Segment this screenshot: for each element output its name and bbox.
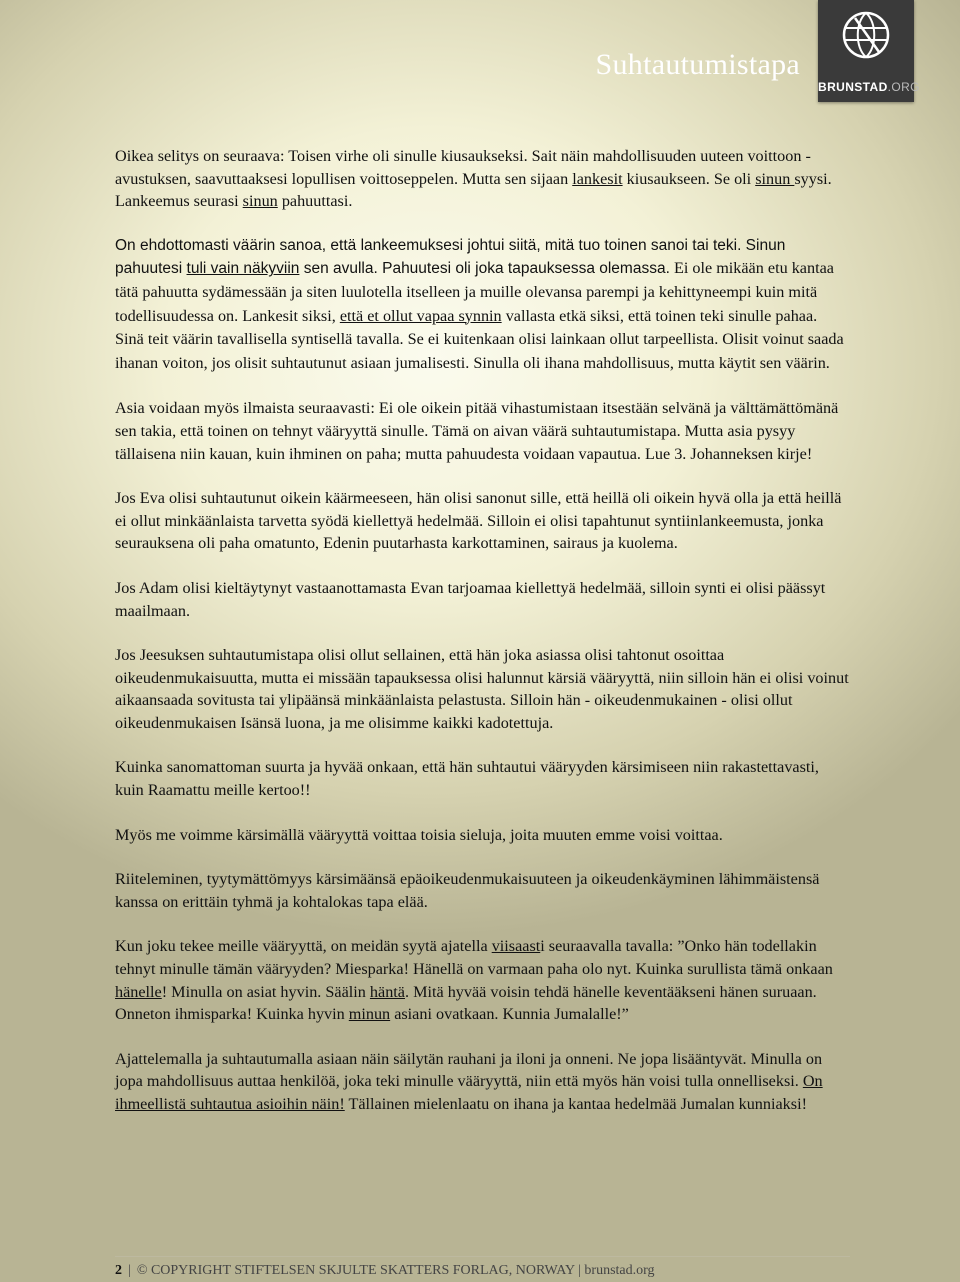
page-header bbox=[0, 0, 960, 110]
paragraph-11: Ajattelemalla ja suhtautumalla asiaan näin säilytän rauhani ja iloni ja onneni. Ne jopa lisääntyvät. Minulla on jopa mahdollisuus auttaa henkilöä, joka teki minulle vääryyttä, niin että myös hän voisi tulla onnelliseksi. On ihmeellistä suhtautua asioihin näin! Tällainen mielenlaatu on ihana ja kantaa hedelmää Jumalan kunniaksi! bbox=[115, 1049, 823, 1113]
underlined-text: että et ollut vapaa synnin bbox=[339, 306, 502, 325]
paragraph-4: Jos Eva olisi suhtautunut oikein käärmeeseen, hän olisi sanonut sille, että heillä oli oikein hyvä olla ja että heillä ei ollut minkäänlaista tarvetta syödä kiellettyä hedelmää. Silloin ei olisi tapahtunut syntiinlankeemusta, jonka seurauksena oli paha omatunto, Edenin puutarhasta karkottaminen, sairaus ja kuolema. bbox=[115, 489, 842, 553]
paragraph-10: Kun joku tekee meille vääryyttä, on meidän syytä ajatella viisaasti seuraavalla tavalla: ”Onko hän todellakin tehnyt minulle tämän vääryyden? Miesparka! Hänellä on varmaan paha olo nyt. Kuinka surullista tämä onkaan hänelle! Minulla on asiat hyvin. Säälin häntä. Mitä hyvää voisin tehdä hänelle keventääkseni hänen suruaan. Onneton ihmisparka! Kuinka hyvin minun asiani ovatkaan. Kunnia Jumalalle!” bbox=[115, 937, 833, 1024]
underlined-text: minun bbox=[348, 1005, 391, 1024]
underlined-text: tuli vain näkyviin bbox=[186, 260, 300, 278]
page-title: Suhtautumistapa bbox=[595, 48, 800, 81]
underlined-text: häntä bbox=[369, 982, 405, 1001]
paragraph-7: Kuinka sanomattoman suurta ja hyvää onkaan, että hän suhtautui vääryyden kärsimiseen niin rakastettavasti, kuin Raamattu meille kertoo!! bbox=[115, 758, 819, 800]
paragraph-5: Jos Adam olisi kieltäytynyt vastaanottamasta Evan tarjoamaa kiellettyä hedelmää, silloin synti ei olisi päässyt maailmaan. bbox=[115, 578, 826, 620]
underlined-text: viisaast bbox=[491, 937, 541, 956]
paragraph-9: Riiteleminen, tyytymättömyys kärsimäänsä epäoikeudenmukaisuuteen ja oikeudenkäyminen lähimmäistensä kanssa on erittäin tyhmä ja kohtalokas tapa elää. bbox=[115, 870, 820, 911]
paragraph-2: On ehdottomasti väärin sanoa, että lankeemuksesi johtui siitä, mitä tuo toinen sanoi tai teki. Sinun pahuutesi tuli vain näkyviin sen avulla. Pahuutesi oli joka tapauksessa olemassa. Ei ole mikään etu kantaa tätä pahuutta sydämessään ja siten luulotella itselleen ja muille olevansa parempi ja kehittyneempi kuin mitä todellisuudessa on. Lankesit siksi, että et ollut vapaa synnin vallasta etkä siksi, että toinen teki sinulle pahaa. Sinä teit väärin tavallisella syntisellä tavalla. Se ei kuitenkaan olisi lainkaan ollut tarpeellista. Olisit voinut saada ihanan voiton, jos olisit suhtautunut asiaan jumalisesti. Sinulla oli ihana mahdollisuus, mutta käytit sen väärin. bbox=[115, 236, 844, 372]
paragraph-6: Jos Jeesuksen suhtautumistapa olisi ollut sellainen, että hän joka asiassa olisi tahtonut osoittaa oikeudenmukaisuutta, mutta ei missään tapauksessa olisi halunnut kärsiä vääryyttä, niin silloin hän ei olisi voinut aikaansaada sovitusta tai ylipäänsä minkäänlaista pelastusta. Silloin hän - oikeudenmukainen - olisi ollut oikeudenmukaisen Isänsä luona, ja me olisimme kaikki kadotettuja. bbox=[115, 646, 849, 732]
underlined-text: sinun bbox=[242, 192, 278, 211]
underlined-text: On ihmeellistä suhtautua asioihin näin! bbox=[115, 1072, 823, 1113]
document-body bbox=[115, 145, 850, 1138]
footer-text bbox=[115, 1263, 655, 1279]
brunstad-logo[interactable] bbox=[818, 0, 920, 102]
underlined-text: sinun bbox=[755, 169, 795, 188]
paragraph-8: Myös me voimme kärsimällä vääryyttä voittaa toisia sieluja, joita muuten emme voisi voittaa. bbox=[115, 825, 723, 844]
logo-wordmark: BRUNSTAD.ORG bbox=[818, 80, 920, 94]
page-footer bbox=[115, 1256, 850, 1278]
page-number: 2 bbox=[115, 1263, 122, 1278]
globe-icon bbox=[841, 10, 891, 60]
underlined-text: lankesit bbox=[572, 169, 623, 188]
footer-separator: | bbox=[128, 1263, 131, 1278]
copyright-notice: © COPYRIGHT STIFTELSEN SKJULTE SKATTERS FORLAG, NORWAY | brunstad.org bbox=[136, 1263, 655, 1278]
paragraph-3: Asia voidaan myös ilmaista seuraavasti: Ei ole oikein pitää vihastumistaan itsestään selvänä ja välttämättömänä sen takia, että toinen on tehnyt vääryyttä sinulle. Tämä on aivan väärä suhtautumistapa. Mutta asia pysyy tällaisena niin kauan, kuin ihminen on paha; mutta pahuudesta voidaan vapautua. Lue 3. Johanneksen kirje! bbox=[115, 399, 839, 463]
underlined-text: hänelle bbox=[115, 982, 162, 1001]
paragraph-1: Oikea selitys on seuraava: Toisen virhe oli sinulle kiusaukseksi. Sait näin mahdollisuuden uuteen voittoon - avustuksen, saavuttaaksesi lopullisen voittoseppelen. Mutta sen sijaan lankesit kiusaukseen. Se oli sinun syysi. Lankeemus seurasi sinun pahuuttasi. bbox=[115, 147, 832, 211]
